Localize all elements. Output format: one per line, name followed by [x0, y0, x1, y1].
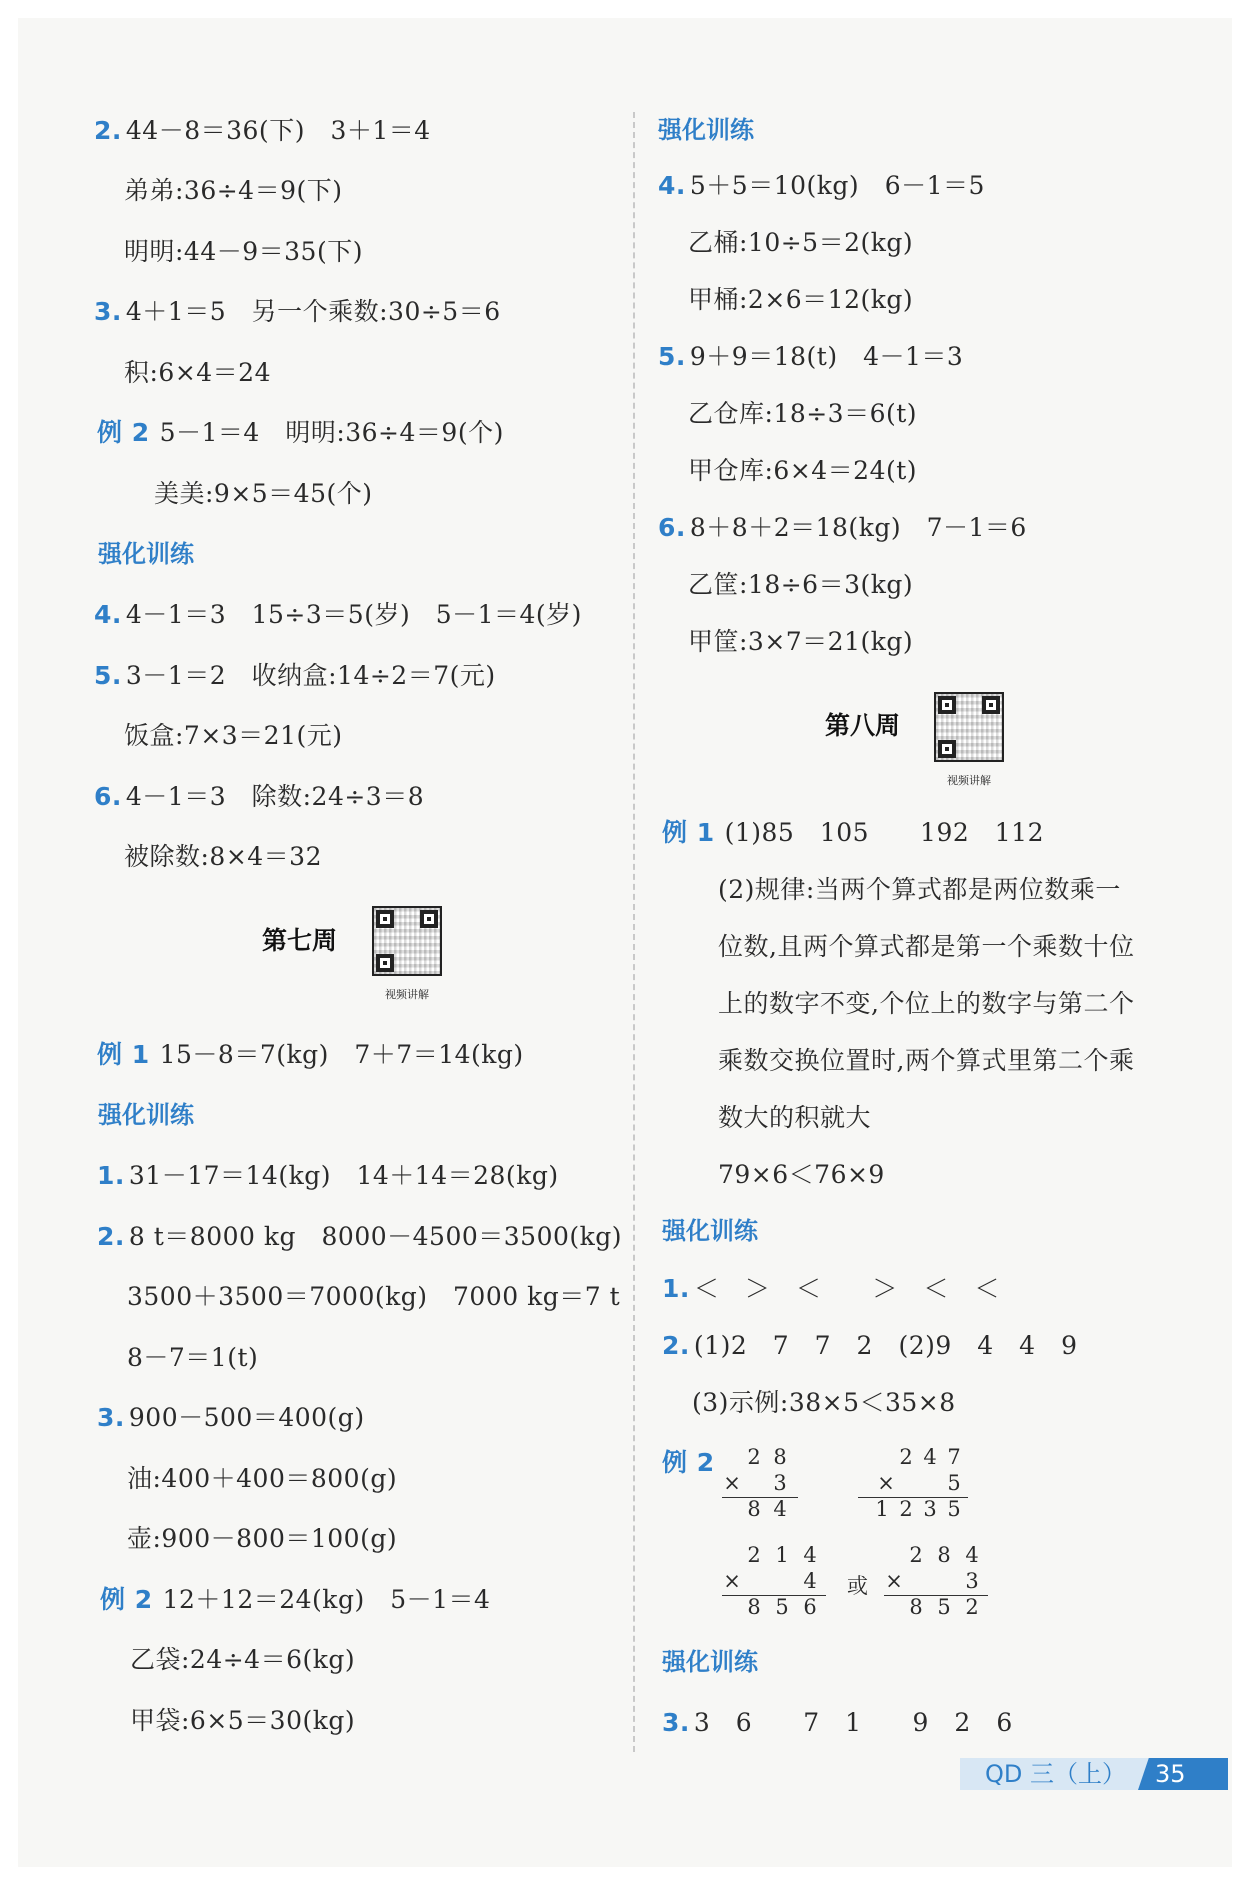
- answer-text: 5－1＝4 明明:36÷4＝9(个): [159, 418, 504, 447]
- digit: 3: [923, 1497, 937, 1521]
- example-label: 例 2: [662, 1448, 715, 1477]
- answer-text: 15－8＝7(kg) 7＋7＝14(kg): [159, 1040, 524, 1069]
- item-number: 6.: [94, 782, 122, 811]
- item-number: 3.: [97, 1403, 125, 1432]
- digit: 4: [803, 1543, 817, 1567]
- answer-2: [94, 114, 431, 148]
- answer-text: 900－500＝400(g): [128, 1403, 365, 1432]
- answer-line: 乘数交换位置时,两个算式里第二个乘: [718, 1046, 1135, 1075]
- answer-line: 饭盒:7×3＝21(元): [124, 721, 343, 750]
- answer-line: 美美:9×5＝45(个): [154, 479, 373, 508]
- example-label: 例 1: [97, 1040, 150, 1069]
- answer-text: 3－1＝2 收纳盒:14÷2＝7(元): [125, 661, 496, 690]
- answer-line: 壶:900－800＝100(g): [127, 1524, 398, 1553]
- answer-line: 79×6＜76×9: [718, 1160, 885, 1189]
- answer-line: 乙桶:10÷5＝2(kg): [688, 228, 914, 257]
- digit: 2: [899, 1497, 913, 1521]
- digit: 8: [937, 1543, 951, 1567]
- digit: 4: [965, 1543, 979, 1567]
- answer-text: 3 6 7 1 9 2 6: [693, 1708, 1013, 1737]
- answer-line: 油:400＋400＝800(g): [127, 1464, 398, 1493]
- qr-corner: [938, 740, 956, 758]
- answer-line: 乙袋:24÷4＝6(kg): [130, 1645, 356, 1674]
- answer-text: 9＋9＝18(t) 4－1＝3: [689, 342, 964, 371]
- answer-line: 甲袋:6×5＝30(kg): [130, 1706, 356, 1735]
- answer-line: 数大的积就大: [718, 1103, 872, 1132]
- item-number: 3.: [94, 297, 122, 326]
- digit: 2: [909, 1543, 923, 1567]
- answer-5: [94, 659, 496, 693]
- week8-answer-3: [662, 1706, 1013, 1740]
- answer-line: 上的数字不变,个位上的数字与第二个: [718, 989, 1135, 1018]
- answer-text: (1)2 7 7 2 (2)9 4 4 9: [693, 1331, 1078, 1360]
- digit: 1: [875, 1497, 889, 1521]
- item-number: 4.: [94, 600, 122, 629]
- digit: 4: [773, 1497, 787, 1521]
- answer-text: ＜ ＞ ＜ ＞ ＜ ＜: [693, 1274, 1000, 1303]
- digit: 4: [803, 1569, 817, 1593]
- week7-answer-2: [97, 1220, 622, 1254]
- qr-corner: [376, 910, 394, 928]
- week8-answer-1: [662, 1272, 1000, 1306]
- vertical-calc-3: [722, 1542, 826, 1620]
- answer-5: [658, 340, 963, 374]
- week8-example-2: [662, 1446, 725, 1480]
- section-heading: 强化训练: [662, 1217, 758, 1245]
- answer-line: 3500＋3500＝7000(kg) 7000 kg＝7 t: [127, 1282, 621, 1311]
- qr-corner: [376, 954, 394, 972]
- answer-line: 乙筐:18÷6＝3(kg): [688, 570, 914, 599]
- answer-text: 44－8＝36(下) 3＋1＝4: [125, 116, 431, 145]
- answer-line: 甲筐:3×7＝21(kg): [688, 627, 914, 656]
- vertical-calc-1: [722, 1444, 802, 1522]
- answer-text: 12＋12＝24(kg) 5－1＝4: [162, 1585, 491, 1614]
- qr-label: 视频讲解: [947, 774, 991, 787]
- qr-code-icon[interactable]: [934, 692, 1004, 762]
- digit: 2: [747, 1543, 761, 1567]
- section-heading: 强化训练: [658, 116, 754, 144]
- answer-line: 被除数:8×4＝32: [124, 842, 322, 871]
- answer-line: 8－7＝1(t): [127, 1343, 259, 1372]
- section-heading: 强化训练: [662, 1648, 758, 1676]
- example-label: 例 2: [97, 418, 150, 447]
- digit: 8: [747, 1595, 761, 1619]
- qr-corner: [938, 696, 956, 714]
- digit: 6: [803, 1595, 817, 1619]
- week8-answer-2: [662, 1329, 1077, 1363]
- item-number: 4.: [658, 171, 686, 200]
- qr-corner: [420, 910, 438, 928]
- item-number: 6.: [658, 513, 686, 542]
- answer-text: (1)85 105 192 112: [724, 818, 1044, 847]
- item-number: 2.: [94, 116, 122, 145]
- example-label: 例 1: [662, 818, 715, 847]
- week7-example-2: [100, 1583, 490, 1617]
- item-number: 3.: [662, 1708, 690, 1737]
- item-number: 1.: [662, 1274, 690, 1303]
- digit: 3: [773, 1471, 787, 1495]
- book-label: QD 三（上）: [985, 1760, 1126, 1788]
- digit: 2: [899, 1445, 913, 1469]
- answer-3: [94, 295, 501, 329]
- digit: 2: [747, 1445, 761, 1469]
- answer-4: [94, 598, 582, 632]
- item-number: 5.: [658, 342, 686, 371]
- week-7-title: 第七周: [262, 926, 338, 955]
- digit: 7: [947, 1445, 961, 1469]
- answer-line: 弟弟:36÷4＝9(下): [124, 176, 343, 205]
- answer-text: 4－1＝3 除数:24÷3＝8: [125, 782, 425, 811]
- operator: ×: [877, 1471, 895, 1495]
- item-number: 2.: [662, 1331, 690, 1360]
- digit: 5: [947, 1471, 961, 1495]
- answer-line: (2)规律:当两个算式都是两位数乘一: [718, 875, 1121, 904]
- answer-line: 甲仓库:6×4＝24(t): [688, 456, 918, 485]
- digit: 4: [923, 1445, 937, 1469]
- week7-answer-3: [97, 1401, 365, 1435]
- or-word: 或: [847, 1574, 868, 1598]
- qr-code-icon[interactable]: [372, 906, 442, 976]
- answer-6: [658, 511, 1027, 545]
- operator: ×: [723, 1569, 741, 1593]
- digit: 8: [773, 1445, 787, 1469]
- qr-corner: [982, 696, 1000, 714]
- week7-answer-1: [97, 1159, 559, 1193]
- page-number: 35: [1155, 1760, 1186, 1788]
- week-8-title: 第八周: [825, 711, 901, 740]
- answer-line: 位数,且两个算式都是第一个乘数十位: [718, 932, 1135, 961]
- vertical-calc-4: [884, 1542, 988, 1620]
- answer-line: 乙仓库:18÷3＝6(t): [688, 399, 918, 428]
- vertical-calc-2: [858, 1444, 968, 1522]
- digit: 8: [909, 1595, 923, 1619]
- example-2: [97, 416, 504, 450]
- digit: 5: [947, 1497, 961, 1521]
- digit: 1: [775, 1543, 789, 1567]
- answer-line: (3)示例:38×5＜35×8: [692, 1388, 956, 1417]
- answer-text: 5＋5＝10(kg) 6－1＝5: [689, 171, 985, 200]
- answer-text: 8＋8＋2＝18(kg) 7－1＝6: [689, 513, 1027, 542]
- answer-text: 4＋1＝5 另一个乘数:30÷5＝6: [125, 297, 501, 326]
- week7-example-1: [97, 1038, 524, 1072]
- section-heading: 强化训练: [98, 1101, 194, 1129]
- qr-label: 视频讲解: [385, 988, 429, 1001]
- answer-line: 甲桶:2×6＝12(kg): [688, 285, 914, 314]
- section-heading: 强化训练: [98, 540, 194, 568]
- item-number: 5.: [94, 661, 122, 690]
- digit: 3: [965, 1569, 979, 1593]
- digit: 8: [747, 1497, 761, 1521]
- item-number: 1.: [97, 1161, 125, 1190]
- answer-4: [658, 169, 985, 203]
- answer-line: 积:6×4＝24: [124, 358, 271, 387]
- answer-text: 8 t＝8000 kg 8000－4500＝3500(kg): [128, 1222, 623, 1251]
- example-label: 例 2: [100, 1585, 153, 1614]
- operator: ×: [723, 1471, 741, 1495]
- operator: ×: [885, 1569, 903, 1593]
- digit: 5: [775, 1595, 789, 1619]
- item-number: 2.: [97, 1222, 125, 1251]
- answer-text: 31－17＝14(kg) 14＋14＝28(kg): [128, 1161, 559, 1190]
- answer-text: 4－1＝3 15÷3＝5(岁) 5－1＝4(岁): [125, 600, 582, 629]
- column-divider: [633, 112, 635, 1752]
- answer-line: 明明:44－9＝35(下): [124, 237, 363, 266]
- digit: 2: [965, 1595, 979, 1619]
- digit: 5: [937, 1595, 951, 1619]
- week8-example-1: [662, 816, 1044, 850]
- answer-6: [94, 780, 424, 814]
